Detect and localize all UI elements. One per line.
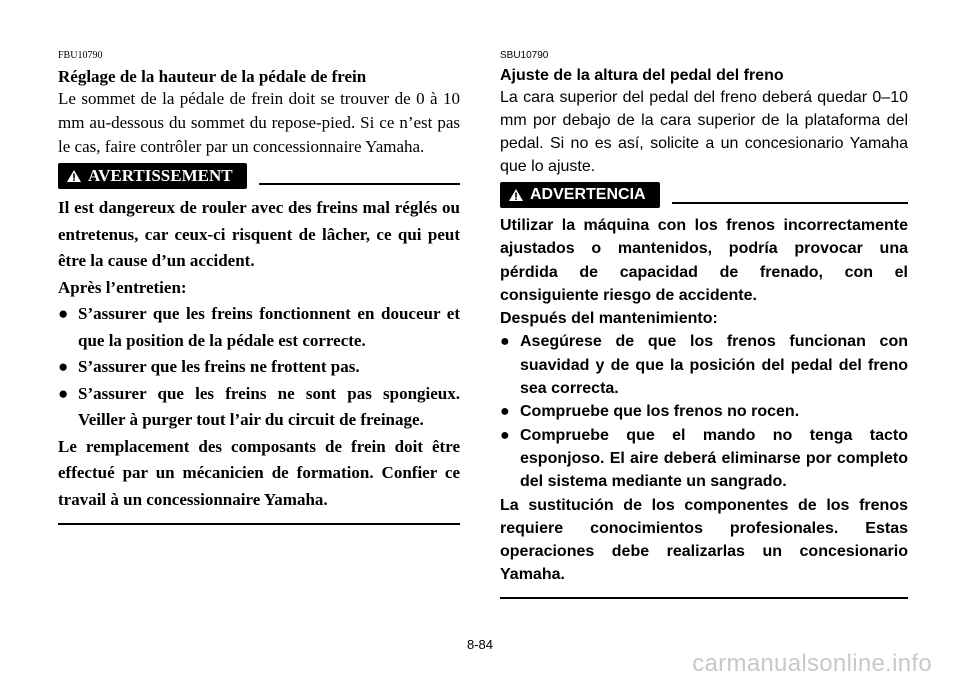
after-maintenance-label: Después del mantenimiento: <box>500 310 718 328</box>
section-body: La cara superior del pedal del freno deberá quedar 0–10 mm por debajo de la cara superior de la plataforma del pedal. Si no es así, solicite a un concesionario Yamaha que lo ajuste. <box>500 89 908 175</box>
list-item <box>58 381 460 434</box>
after-maintenance-label: Après l’entretien: <box>58 277 187 297</box>
watermark: carmanualsonline.info <box>692 650 932 677</box>
warning-triangle-icon <box>66 169 82 183</box>
list-item-text: Compruebe que el mando no tenga tacto esponjoso. El aire deberá eliminarse por completo del sistema mediante un sangrado. <box>520 426 908 491</box>
list-item-text: Compruebe que los frenos no rocen. <box>520 403 800 421</box>
warning-badge <box>500 182 660 208</box>
bullet-dot-icon: ● <box>500 426 510 444</box>
warning-closing: La sustitución de los componentes de los frenos requiere conocimientos profesionales. Estas operaciones debe realizarlas un concesionario Yamaha. <box>500 496 908 584</box>
list-item <box>58 354 460 381</box>
list-item <box>500 424 908 494</box>
bullet-dot-icon: ● <box>58 383 69 403</box>
list-item <box>500 400 908 423</box>
warning-end-rule <box>500 597 908 599</box>
section-code: SBU10790 <box>500 50 549 61</box>
section-title: Ajuste de la altura del pedal del freno <box>500 67 784 84</box>
warning-header <box>58 163 460 189</box>
list-item-text: Asegúrese de que los frenos funcionan con suavidad y de que la posición del pedal del freno sea correcta. <box>520 333 908 398</box>
list-item-text: S’assurer que les freins fonctionnent en douceur et que la position de la pédale est correcte. <box>78 304 460 350</box>
warning-end-rule <box>58 523 460 525</box>
page-number: 8-84 <box>466 637 494 652</box>
warning-label: ADVERTENCIA <box>530 186 646 203</box>
warning-header <box>500 182 908 208</box>
warning-rule <box>672 202 908 204</box>
list-item <box>58 301 460 354</box>
warning-closing: Le remplacement des composants de frein doit être effectué par un mécanicien de formation. Confier ce travail à un concessionnaire Yamaha. <box>58 436 460 509</box>
list-item-text: S’assurer que les freins ne sont pas spongieux. Veiller à purger tout l’air du circuit de freinage. <box>78 383 460 429</box>
list-item <box>500 330 908 400</box>
warning-triangle-icon <box>508 188 524 202</box>
bullet-dot-icon: ● <box>58 304 69 323</box>
spanish-column <box>500 50 908 599</box>
bullet-list <box>58 301 460 434</box>
section-title: Réglage de la hauteur de la pédale de frein <box>58 67 367 86</box>
bullet-dot-icon: ● <box>58 357 69 376</box>
list-item-text: S’assurer que les freins ne frottent pas. <box>78 357 360 376</box>
bullet-dot-icon: ● <box>500 403 510 421</box>
bullet-dot-icon: ● <box>500 333 510 351</box>
warning-label: AVERTISSEMENT <box>88 166 233 185</box>
warning-rule <box>259 183 460 185</box>
section-body: Le sommet de la pédale de frein doit se trouver de 0 à 10 mm au-dessous du sommet du repose-pied. Si ce n’est pas le cas, faire contrôler par un concessionnaire Yamaha. <box>58 89 460 156</box>
french-column <box>58 50 460 525</box>
bullet-list <box>500 330 908 493</box>
section-code: FBU10790 <box>58 50 103 61</box>
warning-text: Utilizar la máquina con los frenos incorrectamente ajustados o mantenidos, podría provocar una pérdida de capacidad de frenado, con el consiguiente riesgo de accidente. <box>500 217 908 304</box>
warning-text: Il est dangereux de rouler avec des freins mal réglés ou entretenus, car ceux-ci risquent de lâcher, ce qui peut être la cause d’un accident. <box>58 198 460 270</box>
warning-badge <box>58 163 247 189</box>
